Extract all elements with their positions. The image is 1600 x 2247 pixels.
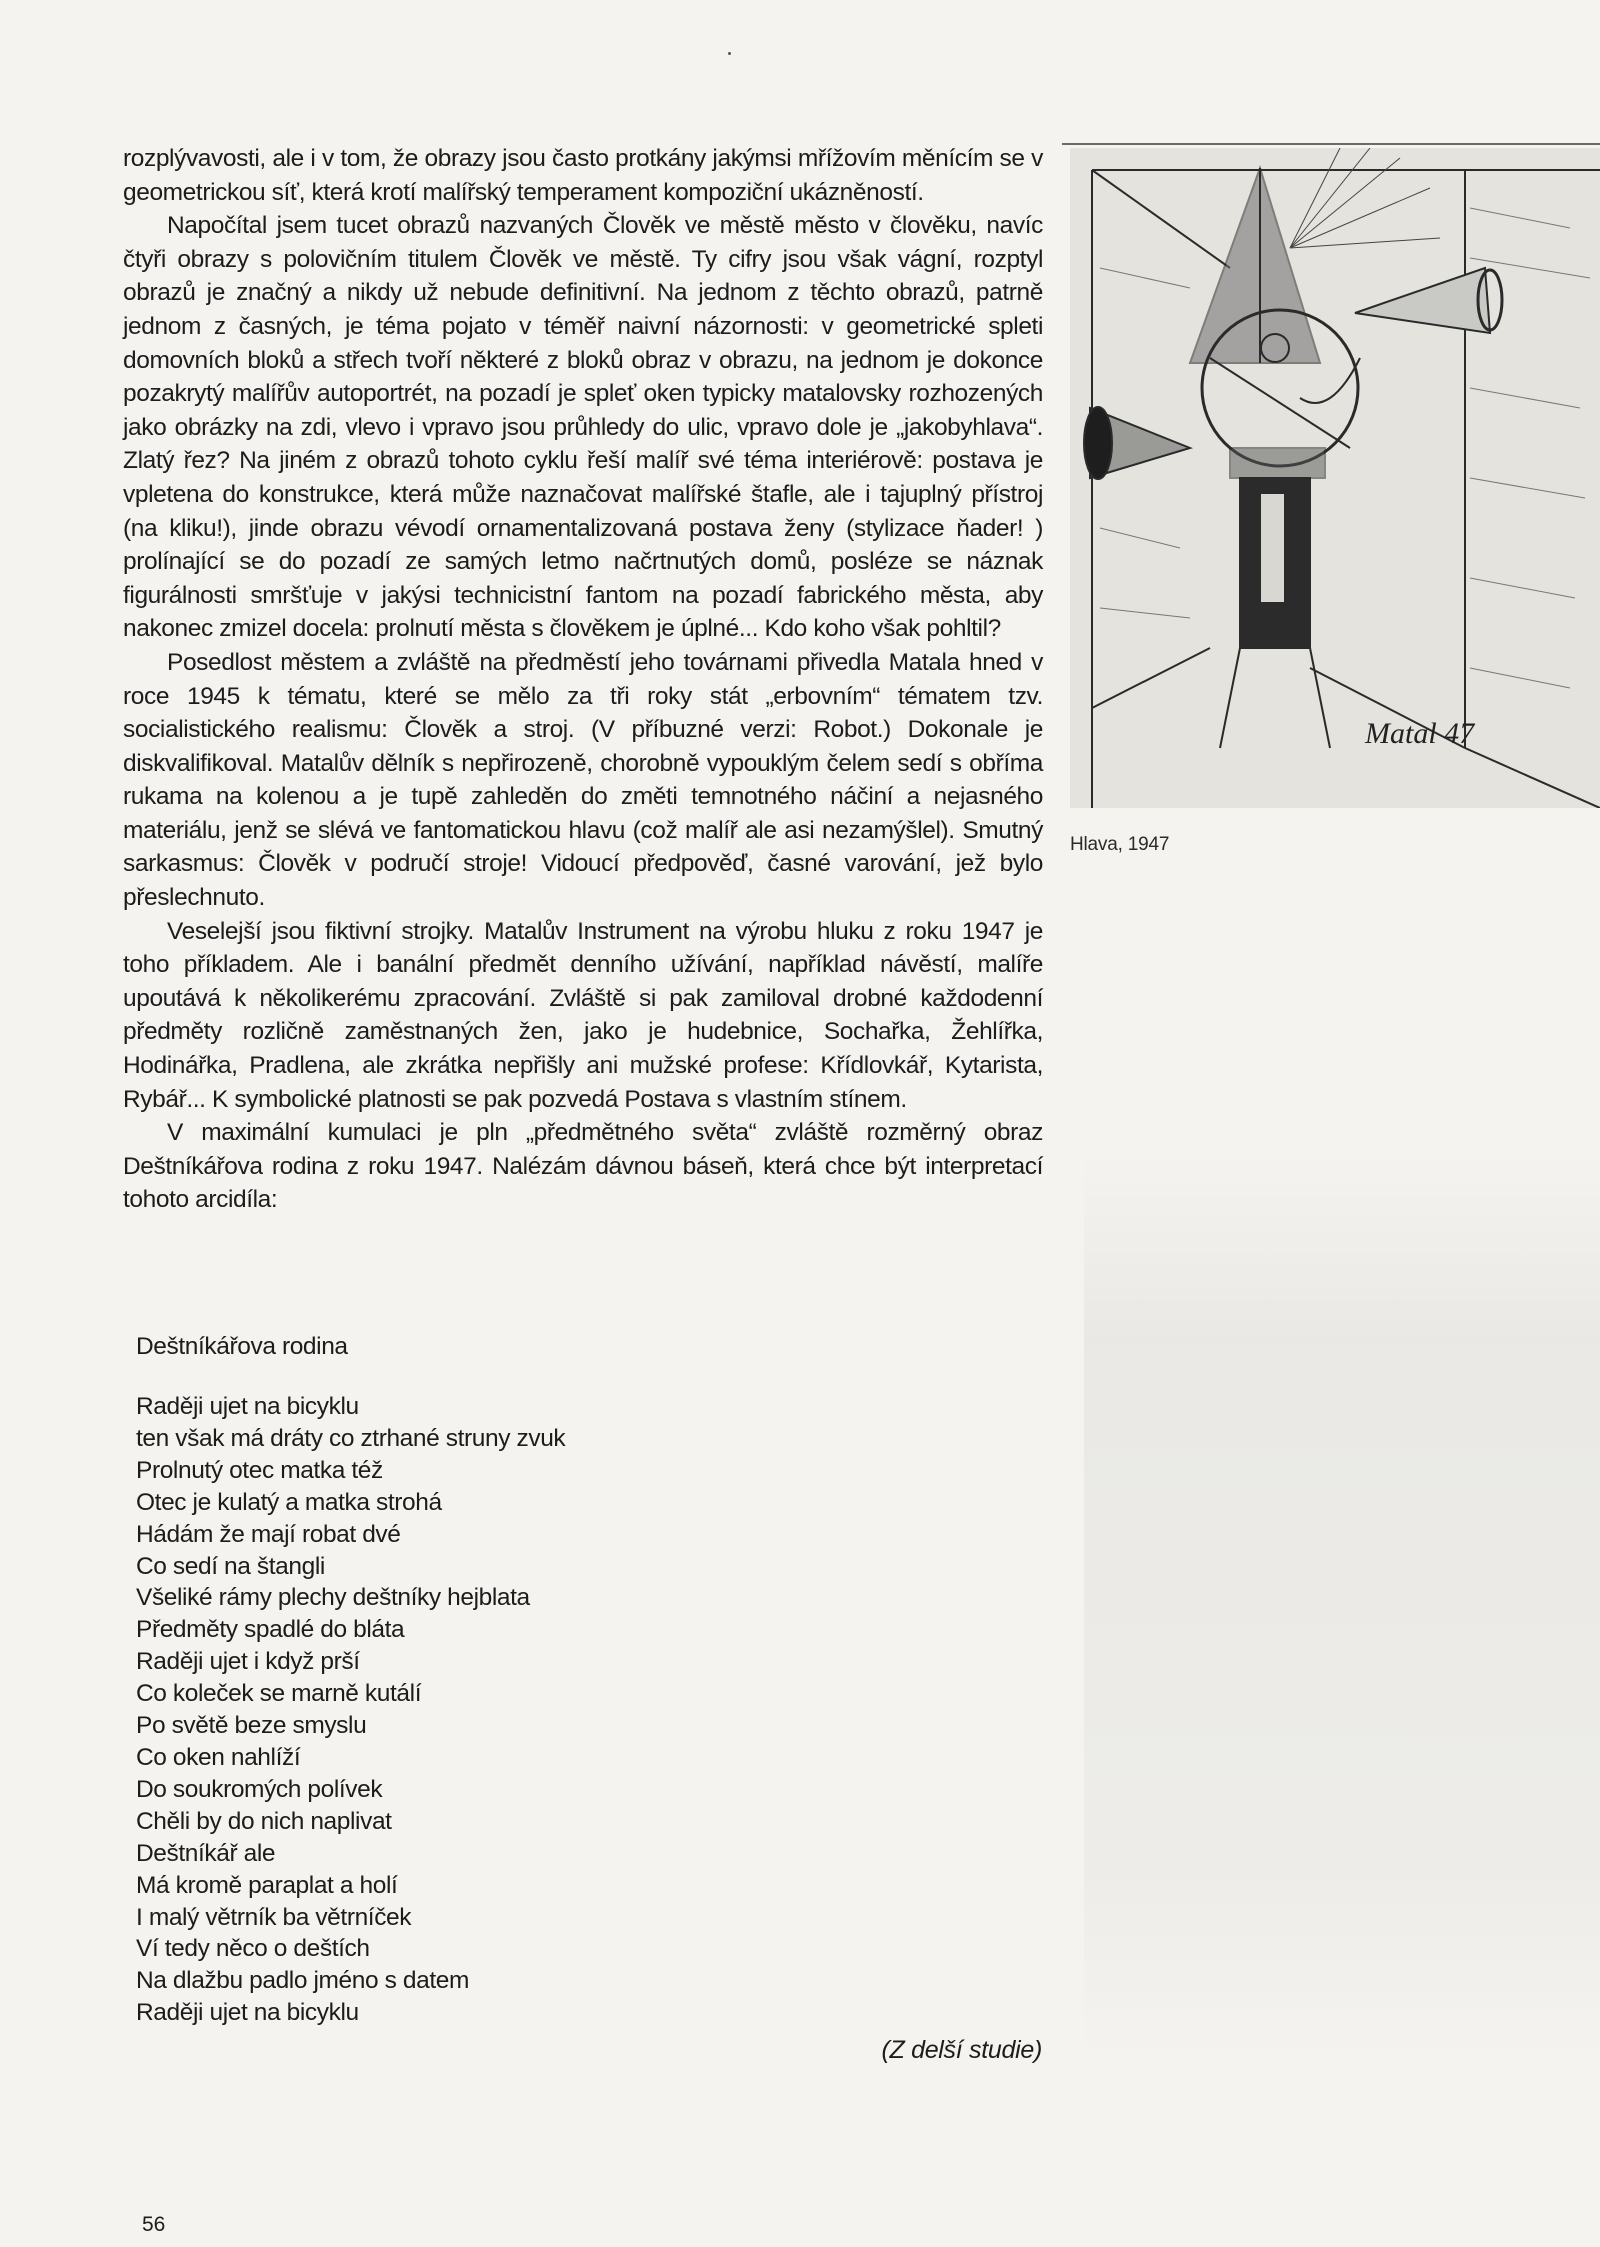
page-mark — [728, 52, 731, 55]
figure-rule — [1062, 143, 1600, 145]
paragraph-4: Veselejší jsou fiktivní strojky. Matalův Instrument na výrobu hluku z roku 1947 je toho příkladem. Ale i banální předmět denního užívání, například návěstí, malíře upoutává k několikerému zpracování. Zvláště si pak zamiloval drobné každodenní předměty rozličně zaměstnaných žen, jako je hudebnice, Sochařka, Žehlířka, Hodinářka, Pradlena, ale zkrátka nepřišly ani mužské profese: Křídlovkář, Kytarista, Rybář... K symbolické platnosti se pak pozvedá Postava s vlastním stínem. — [123, 917, 1043, 1113]
poem-line: ten však má dráty co ztrhané struny zvuk — [136, 1424, 566, 1452]
poem-line: Do soukromých polívek — [136, 1775, 383, 1803]
poem-line: Otec je kulatý a matka strohá — [136, 1488, 442, 1516]
page-number: 56 — [142, 2213, 166, 2236]
figure-caption: Hlava, 1947 — [1070, 834, 1170, 855]
poem-line: Předměty spadlé do bláta — [136, 1616, 405, 1644]
poem-line: Co sedí na štangli — [136, 1552, 325, 1580]
paragraph-1: rozplývavosti, ale i v tom, že obrazy jsou často protkány jakýmsi mřížovím měnícím se v geometrickou síť, která krotí malířský temperament kompoziční ukázněností. — [123, 145, 1043, 206]
poem-line: I malý větrník ba větrníček — [136, 1903, 412, 1931]
poem-line: Co oken nahlíží — [136, 1743, 301, 1771]
poem-line: Raději ujet na bicyklu — [136, 1999, 359, 2027]
article-body — [123, 142, 1043, 1217]
poem-line: Deštníkář ale — [136, 1839, 276, 1867]
poem-title: Deštníkářova rodina — [136, 1333, 348, 1360]
figure-signature: Matal 47 — [1365, 717, 1475, 750]
show-through-background — [1084, 1156, 1600, 2056]
head-drawing-illustration — [1070, 148, 1600, 808]
poem-line: Všeliké rámy plechy deštníky hejblata — [136, 1584, 530, 1612]
poem-line: Hádám že mají robat dvé — [136, 1520, 401, 1548]
paragraph-5: V maximální kumulaci je pln „předmětného světa“ zvláště rozměrný obraz Deštníkářova rodina z roku 1947. Nalézám dávnou báseň, která chce být interpretací tohoto arcidíla: — [123, 1119, 1043, 1214]
poem-line: Na dlažbu padlo jméno s datem — [136, 1967, 469, 1995]
poem-line: Chěli by do nich naplivat — [136, 1807, 392, 1835]
poem-line: Má kromě paraplat a holí — [136, 1871, 398, 1899]
poem-line: Raději ujet na bicyklu — [136, 1393, 359, 1420]
figure-drawing — [1070, 148, 1600, 808]
poem — [136, 1391, 836, 2029]
poem-line: Po světě beze smyslu — [136, 1712, 367, 1740]
paragraph-3: Posedlost městem a zvláště na předměstí jeho továrnami přivedla Matala hned v roce 1945 k tématu, které se mělo za tři roky stát „erbovním“ tématem tzv. socialistického realismu: Člověk a stroj. (V příbuzné verzi: Robot.) Dokonale je diskvalifikoval. Matalův dělník s nepřirozeně, chorobně vypouklým čelem sedí s obříma rukama na kolenou a je tupě zahleděn do změti temnotného náčiní a nejasného materiálu, jenž se slévá ve fantomatickou hlavu (což malíř ale asi nezamýšlel). Smutný sarkasmus: Člověk v područí stroje! Vidoucí předpověď, časné varování, jež bylo přeslechnuto. — [123, 648, 1043, 912]
source-note: (Z delší studie) — [881, 2036, 1042, 2064]
poem-line: Ví tedy něco o deštích — [136, 1935, 370, 1963]
poem-line: Co koleček se marně kutálí — [136, 1680, 422, 1708]
paragraph-2: Napočítal jsem tucet obrazů nazvaných Člověk ve městě město v člověku, navíc čtyři obrazy s polovičním titulem Člověk ve městě. Ty cifry jsou však vágní, rozptyl obrazů je značný a nikdy už nebude definitivní. Na jednom z těchto obrazů, patrně jednom z časných, je téma pojato v téměř naivní názornosti: v geometrické spleti domovních bloků a střech tvoří některé z bloků obraz v obrazu, na jednom je dokonce pozakrytý malířův autoportrét, na pozadí je spleť oken typicky matalovsky rozhozených jako obrázky na zdi, vlevo i vpravo jsou průhledy do ulic, vpravo dole je „jakobyhlava“. Zlatý řez? Na jiném z obrazů tohoto cyklu řeší malíř své téma interiérově: postava je vpletena do konstrukce, která může naznačovat malířské štafle, ale i tajuplný přístroj (na kliku!), jinde obrazu vévodí ornamentalizovaná postava ženy (stylizace ňader! ) prolínající se do pozadí ze samých letmo načrtnutých domů, posléze se náznak figurálnosti smršťuje v jakýsi technicistní fantom na pozadí fabrického města, aby nakonec zmizel docela: prolnutí města s člověkem je úplné... Kdo koho však pohltil? — [123, 212, 1043, 643]
poem-line: Prolnutý otec matka též — [136, 1456, 383, 1484]
poem-line: Raději ujet i když prší — [136, 1648, 360, 1676]
